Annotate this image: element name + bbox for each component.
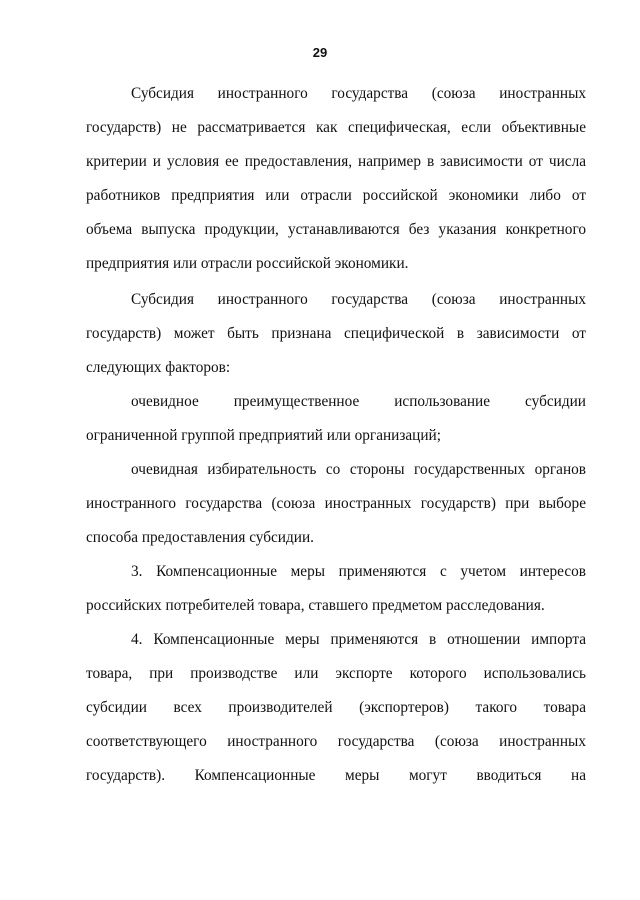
text-line: работников предприятия или отрасли российской экономики либо от [86, 187, 586, 204]
text-line: государств) не рассматривается как специфическая, если объективные [86, 119, 586, 136]
text-line: способа предоставления субсидии. [86, 529, 314, 546]
text-line: объема выпуска продукции, устанавливаются без указания конкретного [86, 221, 586, 238]
text-line: очевидная избирательность со стороны государственных органов [131, 461, 586, 478]
text-line: товара, при производстве или экспорте которого использовались [86, 665, 586, 682]
text-line: ограниченной группой предприятий или организаций; [86, 427, 441, 444]
text-line: российских потребителей товара, ставшего предметом расследования. [86, 597, 545, 614]
text-line: критерии и условия ее предоставления, например в зависимости от числа [86, 153, 586, 170]
text-line: Субсидия иностранного государства (союза иностранных [131, 291, 586, 308]
text-line: субсидии всех производителей (экспортеров) такого товара [86, 699, 586, 716]
text-line: 3. Компенсационные меры применяются с учетом интересов [131, 563, 586, 580]
text-line: иностранного государства (союза иностранных государств) при выборе [86, 495, 586, 512]
page-number: 29 [312, 45, 328, 60]
text-line: предприятия или отрасли российской экономики. [86, 255, 409, 272]
text-line: очевидное преимущественное использование субсидии [131, 393, 586, 410]
text-line: соответствующего иностранного государства (союза иностранных [86, 733, 586, 750]
text-line: государств). Компенсационные меры могут вводиться на [86, 767, 586, 784]
text-line: Субсидия иностранного государства (союза иностранных [131, 85, 586, 102]
text-line: следующих факторов: [86, 359, 231, 376]
text-line: государств) может быть признана специфической в зависимости от [86, 325, 586, 342]
text-line: 4. Компенсационные меры применяются в отношении импорта [131, 631, 586, 648]
